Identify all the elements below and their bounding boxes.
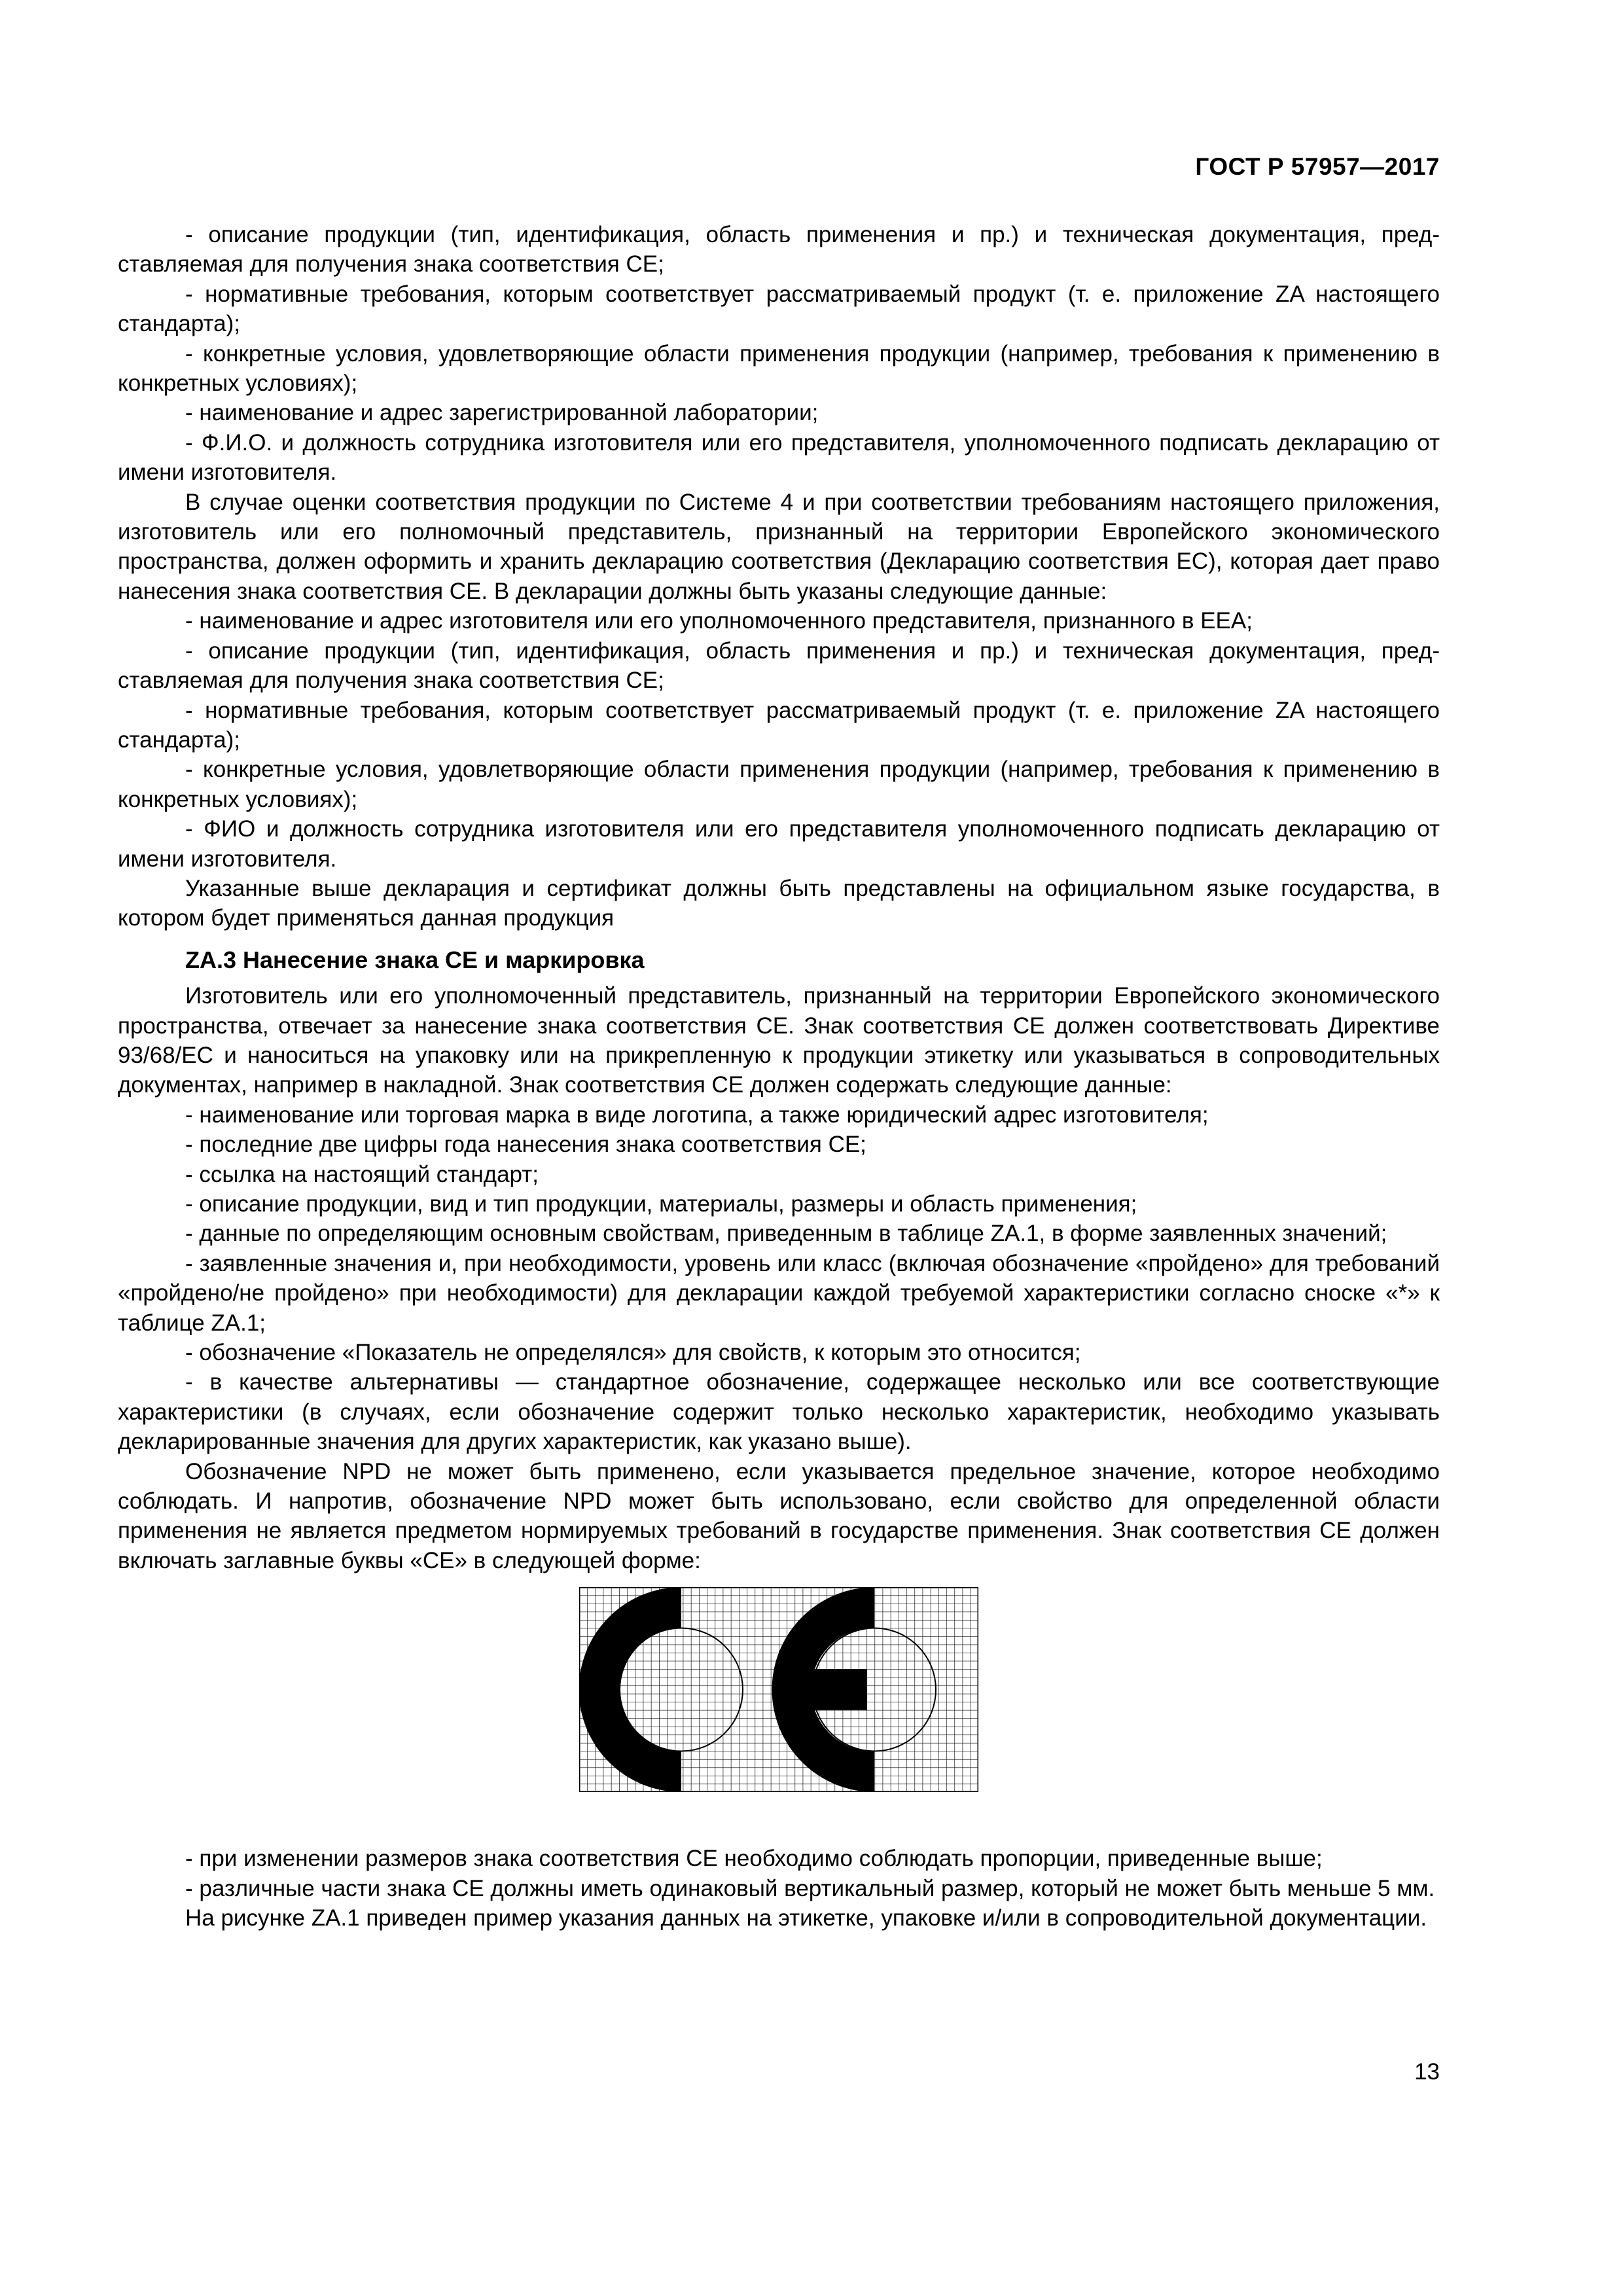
paragraph: - заявленные значения и, при необходимости, уровень или класс (включая обозначение «пройдено» для требований «пройдено/не пройдено» при необходимости) для декларации каждой требуемой характеристики согласно сноске «*» к таблице ZA.1;: [118, 1250, 1440, 1336]
paragraph: - в качестве альтернативы — стандартное обозначение, содержащее несколько или все соответствующие характеристики (в случаях, если обозначение содержит только несколько характеристик, необходимо указывать декларированные значения для других характеристик, как указано выше).: [118, 1369, 1440, 1455]
paragraph: В случае оценки соответствия продукции по Системе 4 и при соответствии требованиям настоящего приложения, изготовитель или его полномочный представитель, признанный на территории Европейского экономического пространства, должен оформить и хранить декларацию соответствия (Декларацию соответствия ЕС), которая дает право нанесения знака соответствия СЕ. В декларации должны быть указаны следующие данные:: [118, 489, 1440, 604]
paragraph: - ссылка на настоящий стандарт;: [185, 1161, 539, 1187]
paragraph: - конкретные условия, удовлетворяющие области применения продукции (например, требования к применению в конкретных условиях);: [118, 757, 1440, 812]
paragraph: Изготовитель или его уполномоченный представитель, признанный на территории Европейского экономического пространства, отвечает за нанесение знака соответствия СЕ. Знак соответствия СЕ должен соответствовать Директиве 93/68/ЕС и наноситься на упаковку или на прикрепленную к продукции этикетку или указываться в сопроводительных документах, например в накладной. Знак соответствия СЕ должен содержать следующие данные:: [118, 983, 1440, 1098]
paragraph: На рисунке ZA.1 приведен пример указания данных на этикетке, упаковке и/или в сопроводительной документации.: [185, 1905, 1427, 1931]
paragraph: - нормативные требования, которым соответствует рассматриваемый продукт (т. е. приложение ZA настоящего стандарта);: [118, 281, 1440, 337]
paragraph: - нормативные требования, которым соответствует рассматриваемый продукт (т. е. приложение ZA настоящего стандарта);: [118, 697, 1440, 753]
paragraph: Указанные выше декларация и сертификат должны быть представлены на официальном языке государства, в котором будет применяться данная продукция: [118, 875, 1440, 931]
paragraph: - наименование и адрес изготовителя или его уполномоченного представителя, признанного в ЕЕА;: [185, 608, 1253, 634]
paragraph: - данные по определяющим основным свойствам, приведенным в таблице ZA.1, в форме заявленных значений;: [185, 1221, 1387, 1247]
page-number: 13: [1414, 2059, 1440, 2085]
section-title: ZA.3 Нанесение знака СЕ и маркировка: [185, 946, 645, 973]
page-content: [118, 220, 1440, 1933]
paragraph: - обозначение «Показатель не определялся» для свойств, к которым это относится;: [185, 1340, 1081, 1366]
paragraph: - наименование и адрес зарегистрированной лаборатории;: [185, 400, 819, 426]
paragraph: - конкретные условия, удовлетворяющие области применения продукции (например, требования к применению в конкретных условиях);: [118, 340, 1440, 397]
paragraph: - описание продукции, вид и тип продукции, материалы, размеры и область применения;: [185, 1191, 1137, 1217]
paragraph: - при изменении размеров знака соответствия СЕ необходимо соблюдать пропорции, приведенные выше;: [185, 1846, 1323, 1872]
ce-mark-icon: [579, 1587, 978, 1792]
paragraph: Обозначение NPD не может быть применено, если указывается предельное значение, которое необходимо соблюдать. И напротив, обозначение NPD может быть использовано, если свойство для определенной области применения не является предметом нормируемых требований в государстве применения. Знак соответствия СЕ должен включать заглавные буквы «СЕ» в следующей форме:: [118, 1458, 1440, 1573]
paragraph: - наименование или торговая марка в виде логотипа, а также юридический адрес изготовителя;: [185, 1102, 1209, 1128]
paragraph: - Ф.И.О. и должность сотрудника изготовителя или его представителя, уполномоченного подписать декларацию от имени изготовителя.: [118, 429, 1440, 486]
paragraph: - последние две цифры года нанесения знака соответствия СЕ;: [185, 1132, 866, 1158]
paragraph: - описание продукции (тип, идентификация, область применения и пр.) и техническая документация, представляемая для получения знака соответствия СЕ;: [118, 222, 1440, 278]
paragraph: - различные части знака СЕ должны иметь одинаковый вертикальный размер, который не может быть меньше 5 мм.: [185, 1875, 1435, 1901]
document-code-header: ГОСТ Р 57957—2017: [1195, 153, 1440, 180]
paragraph: - описание продукции (тип, идентификация, область применения и пр.) и техническая документация, представляемая для получения знака соответствия СЕ;: [118, 637, 1440, 694]
ce-mark-figure: [118, 1587, 1440, 1844]
paragraph: - ФИО и должность сотрудника изготовителя или его представителя уполномоченного подписать декларацию от имени изготовителя.: [118, 816, 1440, 872]
